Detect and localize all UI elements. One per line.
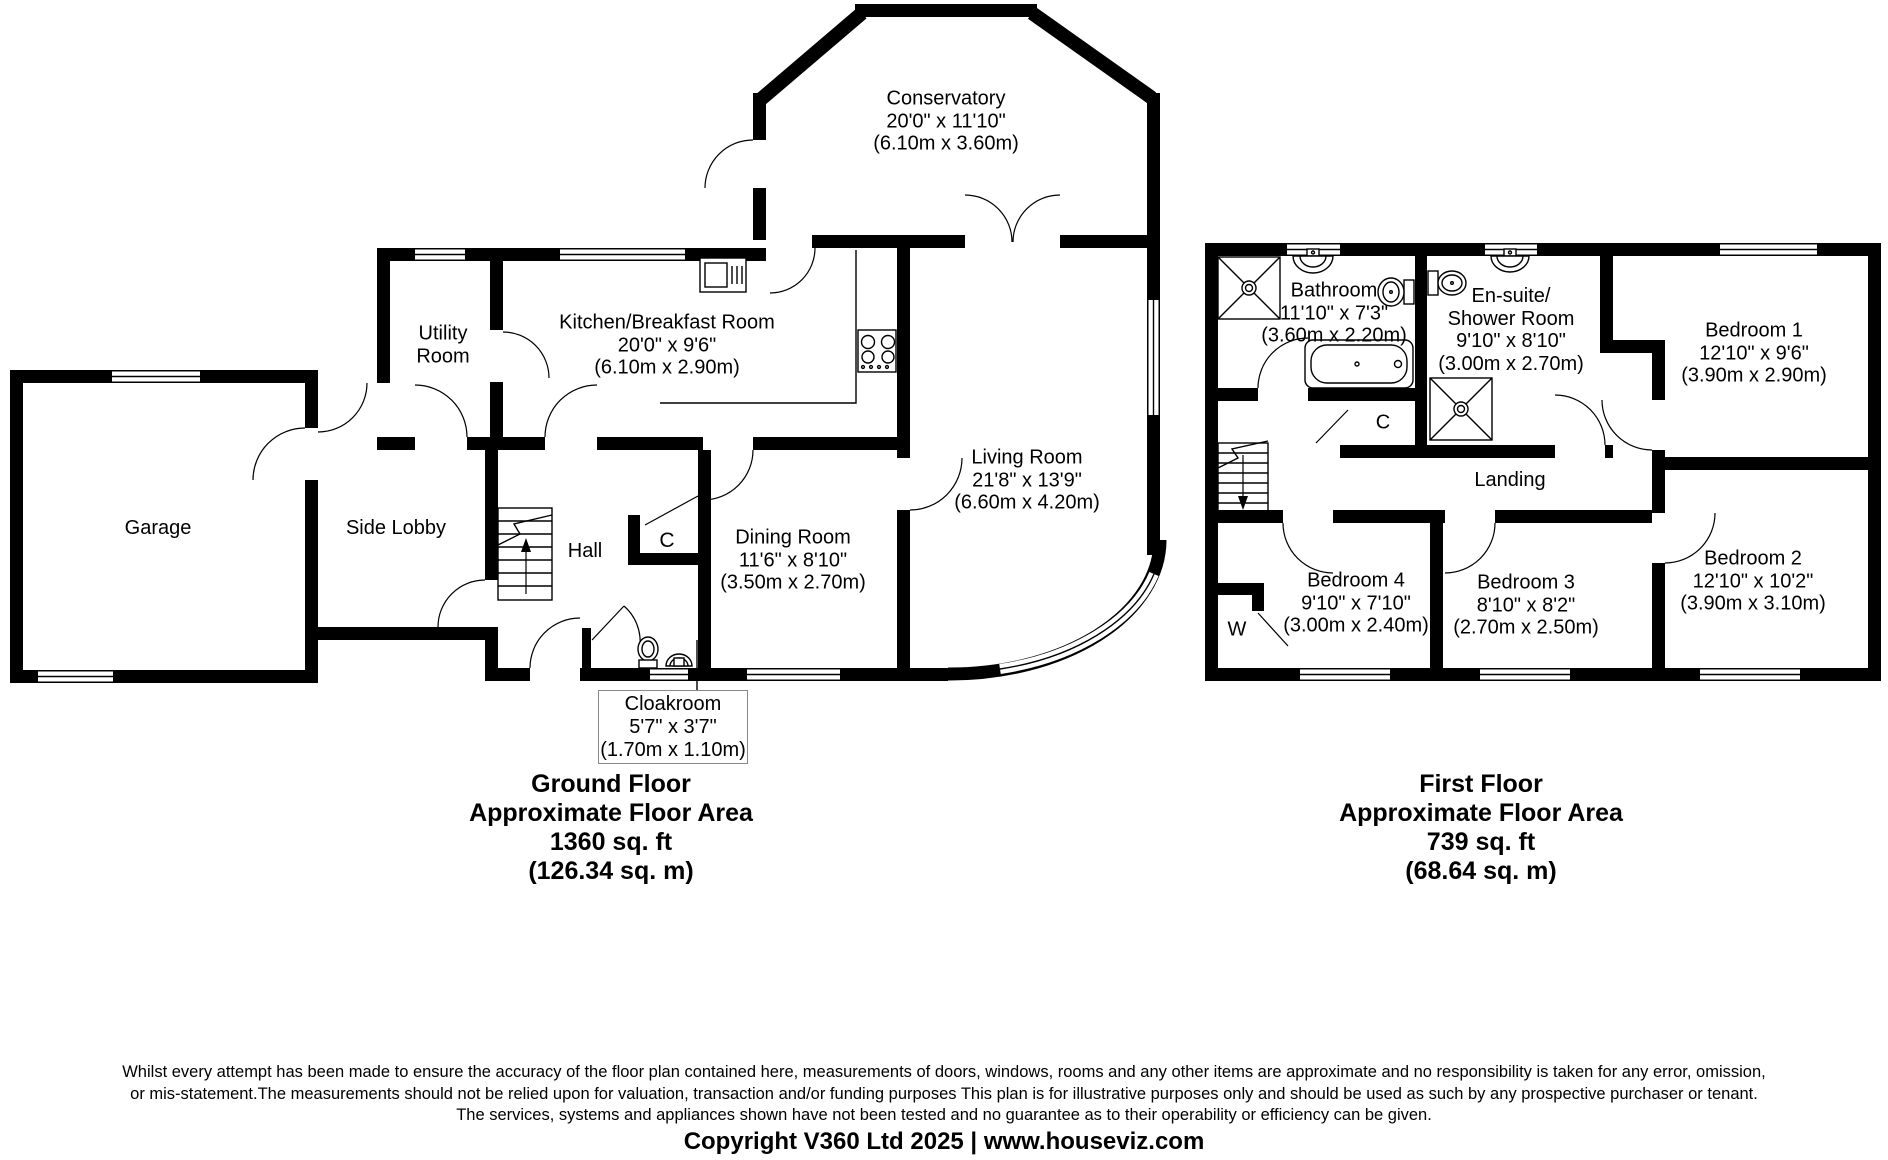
- caption-area-sqm: (68.64 sq. m): [1405, 857, 1557, 885]
- caption-area-sqm: (126.34 sq. m): [528, 857, 694, 885]
- room-dims-imperial: 11'10" x 7'3": [1279, 301, 1389, 324]
- room-dims-metric: (3.00m x 2.70m): [1438, 352, 1584, 375]
- room-dims-metric: (6.10m x 3.60m): [873, 132, 1019, 155]
- room-label-living: [954, 446, 1100, 514]
- room-name: En-suite/: [1471, 285, 1551, 307]
- room-dims-imperial: 12'10" x 10'2": [1692, 569, 1814, 592]
- room-name: Landing: [1474, 468, 1546, 491]
- room-label-bedroom3: [1453, 571, 1599, 639]
- cloakroom-toilet-icon: [638, 637, 658, 668]
- room-label-hall: [568, 540, 602, 563]
- room-label-ensuite: [1438, 285, 1584, 375]
- room-label-garage: [125, 517, 192, 540]
- room-label-bedroom2: [1680, 547, 1826, 615]
- room-dims-metric: (3.00m x 2.40m): [1283, 614, 1429, 637]
- copyright-text: Copyright V360 Ltd 2025 | www.houseviz.com: [683, 1127, 1205, 1155]
- room-dims-metric: (1.70m x 1.10m): [600, 738, 746, 761]
- room-name: Bedroom 3: [1477, 571, 1575, 594]
- room-label-conservatory: [873, 87, 1019, 155]
- room-dims-imperial: 5'7" x 3'7": [629, 715, 717, 738]
- ensuite-shower-icon: [1430, 378, 1492, 440]
- cloakroom-basin-icon: [666, 654, 692, 666]
- room-dims-imperial: 20'0" x 11'10": [886, 109, 1006, 132]
- room-dims-metric: (6.10m x 2.90m): [594, 356, 740, 379]
- caption-area-title: Approximate Floor Area: [1339, 799, 1623, 827]
- room-dims-metric: (3.60m x 2.20m): [1261, 324, 1407, 347]
- wardrobe-label: W: [1227, 618, 1247, 641]
- caption-floor-name: First Floor: [1419, 770, 1543, 798]
- room-label-dining: [720, 526, 866, 594]
- room-name: Garage: [124, 516, 192, 539]
- ground-floor-doors: [253, 140, 1060, 668]
- room-label-landing: [1474, 469, 1545, 492]
- bathtub-icon: [1305, 340, 1413, 388]
- kitchen-sink-icon: [700, 258, 746, 292]
- room-label-bedroom1: [1681, 319, 1827, 387]
- room-dims-metric: (3.90m x 3.10m): [1680, 592, 1826, 615]
- room-name: Side Lobby: [345, 516, 447, 539]
- footer: [14, 1062, 1874, 1155]
- caption-area-title: Approximate Floor Area: [469, 799, 753, 827]
- room-label-cloakroom: [598, 690, 748, 764]
- room-name: Utility: [418, 322, 468, 345]
- disclaimer-line-2: or mis-statement.The measurements should not be relied upon for valuation, transaction and/or funding purposes This plan is for illustrative purposes only and should be used as such by any prospective purchaser or tenant.: [130, 1084, 1758, 1103]
- room-name: Bedroom 4: [1307, 569, 1405, 592]
- caption-floor-name: Ground Floor: [531, 770, 691, 798]
- room-name: Room: [416, 345, 470, 367]
- disclaimer-line-3: The services, systems and appliances shown have not been tested and no guarantee as to their operability or efficiency can be given.: [456, 1106, 1432, 1124]
- room-dims-metric: (3.50m x 2.70m): [720, 571, 866, 594]
- room-dims-imperial: 21'8" x 13'9": [972, 468, 1082, 491]
- room-name: Kitchen/Breakfast Room: [559, 311, 775, 334]
- room-dims-imperial: 9'10" x 8'10": [1456, 330, 1566, 352]
- caption-area-sqft: 1360 sq. ft: [549, 828, 673, 856]
- hob-icon: [858, 330, 896, 372]
- room-label-kitchen: [559, 311, 775, 379]
- room-name: Conservatory: [886, 87, 1006, 110]
- cupboard-label-first: C: [1375, 411, 1391, 434]
- room-label-side-lobby: [346, 517, 446, 540]
- room-label-utility: [416, 323, 469, 368]
- room-name: Shower Room: [1447, 307, 1575, 330]
- room-name: Living Room: [971, 446, 1083, 469]
- stairs-down-icon: [1218, 441, 1268, 512]
- room-name: Bedroom 2: [1704, 547, 1802, 570]
- stairs-up-icon: [498, 508, 552, 600]
- room-label-bedroom4: [1283, 569, 1429, 637]
- first-floor-caption: [1339, 770, 1623, 886]
- room-name: Hall: [567, 539, 603, 562]
- cupboard-label-ground: C: [659, 529, 675, 552]
- room-name: Bathroom: [1290, 279, 1378, 302]
- room-dims-metric: (3.90m x 2.90m): [1681, 364, 1827, 387]
- room-dims-imperial: 9'10" x 7'10": [1301, 591, 1411, 614]
- room-name: Bedroom 1: [1705, 319, 1803, 342]
- room-name: Dining Room: [735, 526, 851, 549]
- room-name: Cloakroom: [624, 692, 722, 715]
- room-dims-imperial: 20'0" x 9'6": [617, 333, 717, 356]
- room-dims-imperial: 12'10" x 9'6": [1699, 341, 1809, 364]
- room-dims-metric: (6.60m x 4.20m): [954, 491, 1100, 514]
- room-dims-imperial: 8'10" x 8'2": [1476, 593, 1576, 616]
- room-label-bathroom: [1261, 279, 1407, 347]
- room-dims-metric: (2.70m x 2.50m): [1453, 616, 1599, 639]
- ground-floor-caption: [469, 770, 753, 886]
- caption-area-sqft: 739 sq. ft: [1426, 828, 1536, 856]
- disclaimer-line-1: Whilst every attempt has been made to ensure the accuracy of the floor plan contained here, measurements of doors, windows, rooms and any other items are approximate and no responsibility is taken for any error, omission,: [122, 1063, 1766, 1081]
- room-dims-imperial: 11'6" x 8'10": [738, 548, 848, 571]
